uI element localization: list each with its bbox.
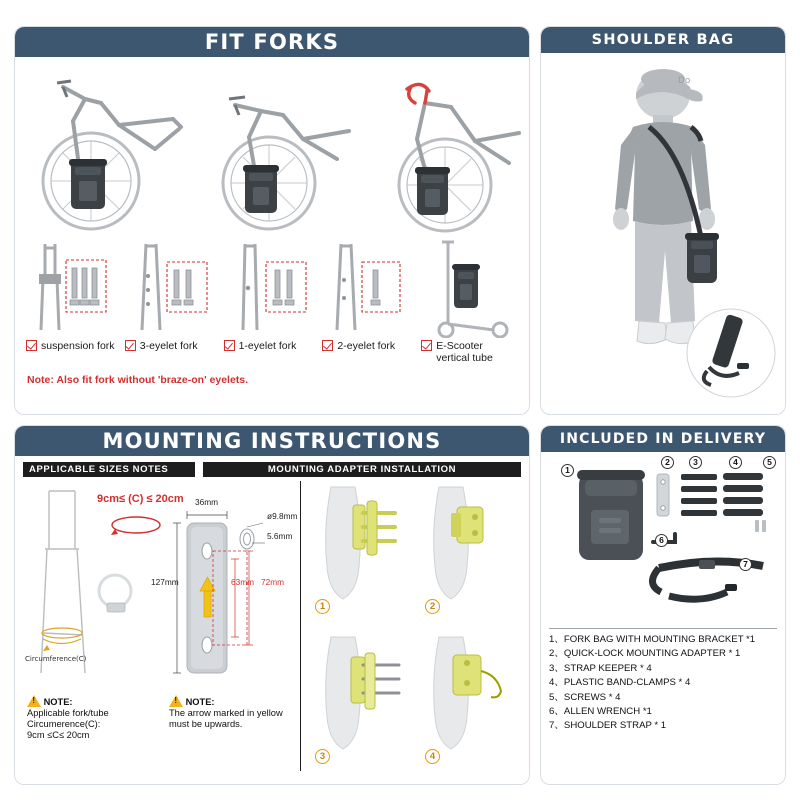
panel-fit-forks-title: FIT FORKS — [15, 27, 529, 57]
parts-list-item: 3、STRAP KEEPER * 4 — [549, 662, 652, 674]
panel-fit-forks-body — [15, 57, 529, 390]
panel-shoulder-bag-body — [541, 53, 785, 414]
warning-triangle-icon — [169, 695, 183, 707]
panel-mounting-instructions — [14, 425, 530, 785]
callout-3: 3 — [689, 456, 702, 469]
dim-spacing-a: 63mm — [231, 577, 255, 587]
callout-1: 1 — [561, 464, 574, 477]
fork-escooter — [420, 238, 519, 338]
bracket-plate-diagram — [151, 499, 301, 689]
dim-width: 36mm — [195, 497, 219, 507]
step-badge-2: 2 — [425, 599, 440, 614]
parts-list-item: 5、SCREWS * 4 — [549, 691, 621, 703]
callout-2: 2 — [661, 456, 674, 469]
parts-list-item: 2、QUICK-LOCK MOUNTING ADAPTER * 1 — [549, 648, 741, 660]
callout-6: 6 — [655, 534, 668, 547]
parts-list-item: 4、PLASTIC BAND-CLAMPS * 4 — [549, 677, 691, 689]
fork-bag-illustration — [69, 159, 107, 209]
fork-suspension — [25, 238, 124, 338]
dim-spacing-b: 72mm — [261, 577, 285, 587]
fork-label-suspension: suspension fork — [25, 340, 124, 364]
step-badge-1: 1 — [315, 599, 330, 614]
adapter-installation-column — [301, 481, 521, 771]
fork-bag-illustration — [452, 264, 480, 308]
parts-illustration-area — [549, 456, 777, 626]
dim-height: 127mm — [151, 577, 179, 587]
note-applicable-size: ! NOTE: Applicable fork/tube Circumerence(C): 9cm ≤C≤ 20cm — [27, 695, 157, 742]
shoulder-bag-product — [685, 233, 719, 283]
panel-mounting-title: MOUNTING INSTRUCTIONS — [15, 426, 529, 456]
panel-included-title: INCLUDED IN DELIVERY — [541, 426, 785, 452]
bike-mtb — [23, 63, 191, 238]
callout-5: 5 — [763, 456, 776, 469]
fork-type-illustrations — [23, 238, 521, 338]
fork-type-labels — [23, 340, 521, 364]
parts-list-item: 6、ALLEN WRENCH *1 — [549, 705, 652, 717]
bike-illustrations — [23, 63, 521, 238]
callout-7: 7 — [739, 558, 752, 571]
fork-bag-illustration — [415, 167, 450, 215]
svg-text:Circumference(C): Circumference(C) — [25, 655, 87, 663]
fork-2-eyelet — [321, 238, 420, 338]
parts-list-item: 7、SHOULDER STRAP * 1 — [549, 720, 667, 732]
checkmark-icon — [26, 340, 37, 351]
strap-inset — [687, 309, 775, 397]
callout-4: 4 — [729, 456, 742, 469]
svg-text:Do: Do — [678, 76, 691, 86]
fork-bag-illustration — [243, 165, 279, 213]
parts-list-item: 1、FORK BAG WITH MOUNTING BRACKET *1 — [549, 634, 756, 645]
panel-fit-forks — [14, 26, 530, 415]
fork-1-eyelet — [223, 238, 322, 338]
warning-triangle-icon — [27, 695, 41, 707]
bike-gravel — [191, 63, 359, 238]
adapter-installation-steps — [307, 481, 519, 767]
fit-forks-note: Note: Also fit fork without 'braze-on' eyelets. — [27, 374, 249, 387]
panel-included-in-delivery — [540, 425, 786, 785]
checkmark-icon — [125, 340, 136, 351]
mounting-split — [23, 481, 521, 771]
size-range-label: 9cm≤ (C) ≤ 20cm — [97, 493, 184, 505]
checkmark-icon — [322, 340, 333, 351]
person-with-shoulder-bag-illustration — [541, 53, 785, 411]
fork-3-eyelet — [124, 238, 223, 338]
parts-list — [549, 633, 777, 734]
step-badge-4: 4 — [425, 749, 440, 764]
divider — [549, 628, 777, 629]
panel-included-body — [541, 452, 785, 784]
applicable-sizes-column — [23, 481, 301, 771]
note-arrow-upwards: ! NOTE: The arrow marked in yellow must be upwards. — [169, 695, 299, 730]
panel-mounting-body — [15, 456, 529, 784]
bike-road — [359, 63, 527, 238]
fork-label-1-eyelet: 1-eyelet fork — [223, 340, 322, 364]
step-badge-3: 3 — [315, 749, 330, 764]
dim-hole-slot: 5.6mm — [267, 531, 293, 541]
panel-shoulder-bag-title: SHOULDER BAG — [541, 27, 785, 53]
fork-label-escooter: E-Scooter vertical tube — [420, 340, 519, 364]
fork-label-3-eyelet: 3-eyelet fork — [124, 340, 223, 364]
checkmark-icon — [224, 340, 235, 351]
panel-shoulder-bag — [540, 26, 786, 415]
dim-hole-small: ø9.8mm — [267, 511, 298, 521]
fork-label-2-eyelet: 2-eyelet fork — [321, 340, 420, 364]
checkmark-icon — [421, 340, 432, 351]
subtitle-adapter-installation: MOUNTING ADAPTER INSTALLATION — [203, 462, 521, 477]
subtitle-applicable-sizes: APPLICABLE SIZES NOTES — [23, 462, 195, 477]
mounting-subtitles — [23, 462, 521, 477]
